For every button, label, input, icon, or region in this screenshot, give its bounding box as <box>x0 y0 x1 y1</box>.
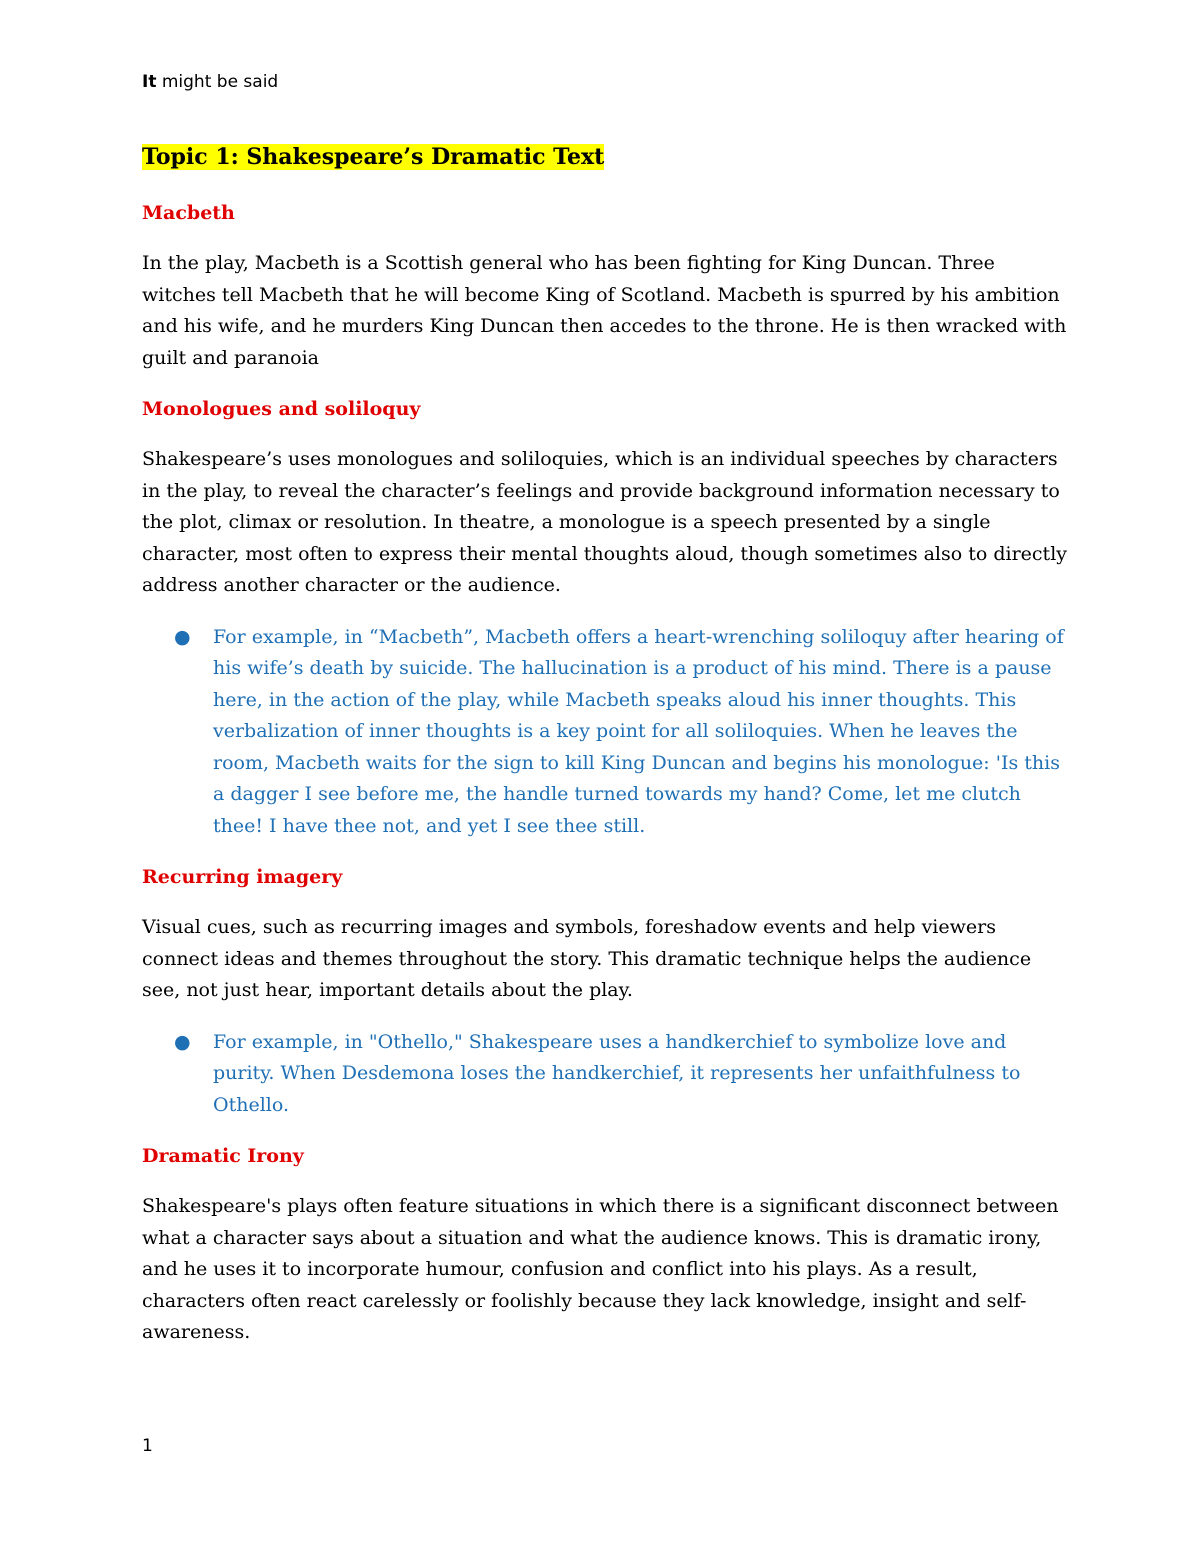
paragraph-monologues: Shakespeare’s uses monologues and soliloquies, which is an individual speeches by characters in the play, to reveal the character’s feelings and provide background information necessary to the plot, climax or resolution. In theatre, a monologue is a speech presented by a single character, most often to express their mental thoughts aloud, though sometimes also to directly address another character or the audience. <box>142 448 1068 596</box>
bullet-text: For example, in "Othello," Shakespeare uses a handkerchief to symbolize love and purity. When Desdemona loses the handkerchief, it represents her unfaithfulness to Othello. <box>213 1030 1021 1116</box>
paragraph-macbeth: In the play, Macbeth is a Scottish general who has been fighting for King Duncan. Three witches tell Macbeth that he will become King of Scotland. Macbeth is spurred by his ambition and his wife, and he murders King Duncan then accedes to the throne. He is then wracked with guilt and paranoia <box>142 252 1067 369</box>
bullet-list-imagery <box>142 1027 1072 1122</box>
bullet-text: For example, in “Macbeth”, Macbeth offers a heart-wrenching soliloquy after hearing of his wife’s death by suicide. The hallucination is a product of his mind. There is a pause here, in the action of the play, while Macbeth speaks aloud his inner thoughts. This verbalization of inner thoughts is a key point for all soliloquies. When he leaves the room, Macbeth waits for the sign to kill King Duncan and begins his monologue: 'Is this a dagger I see before me, the handle turned towards my hand? Come, let me clutch thee! I have thee not, and yet I see thee still. <box>213 625 1064 837</box>
list-item <box>142 1027 1072 1122</box>
page-header <box>142 72 278 92</box>
heading-macbeth: Macbeth <box>142 202 235 224</box>
heading-imagery: Recurring imagery <box>142 866 343 888</box>
title-highlight: Topic 1: Shakespeare’s Dramatic Text <box>142 144 605 170</box>
heading-irony: Dramatic Irony <box>142 1145 304 1167</box>
page-title <box>142 140 1072 174</box>
header-text: might be said <box>156 72 279 92</box>
document-body <box>142 140 1072 1369</box>
page-number: 1 <box>142 1436 153 1456</box>
header-bold-text: It <box>142 72 157 92</box>
list-item <box>142 622 1072 843</box>
bullet-icon: ● <box>174 1030 191 1053</box>
paragraph-irony: Shakespeare's plays often feature situations in which there is a significant disconnect between what a character says about a situation and what the audience knows. This is dramatic irony, and he uses it to incorporate humour, confusion and conflict into his plays. As a result, characters often react carelessly or foolishly because they lack knowledge, insight and self-awareness. <box>142 1195 1059 1343</box>
heading-monologues: Monologues and soliloquy <box>142 398 421 420</box>
paragraph-imagery: Visual cues, such as recurring images and symbols, foreshadow events and help viewers connect ideas and themes throughout the story. This dramatic technique helps the audience see, not just hear, important details about the play. <box>142 916 1032 1001</box>
bullet-list-monologues <box>142 622 1072 843</box>
bullet-icon: ● <box>174 625 191 648</box>
